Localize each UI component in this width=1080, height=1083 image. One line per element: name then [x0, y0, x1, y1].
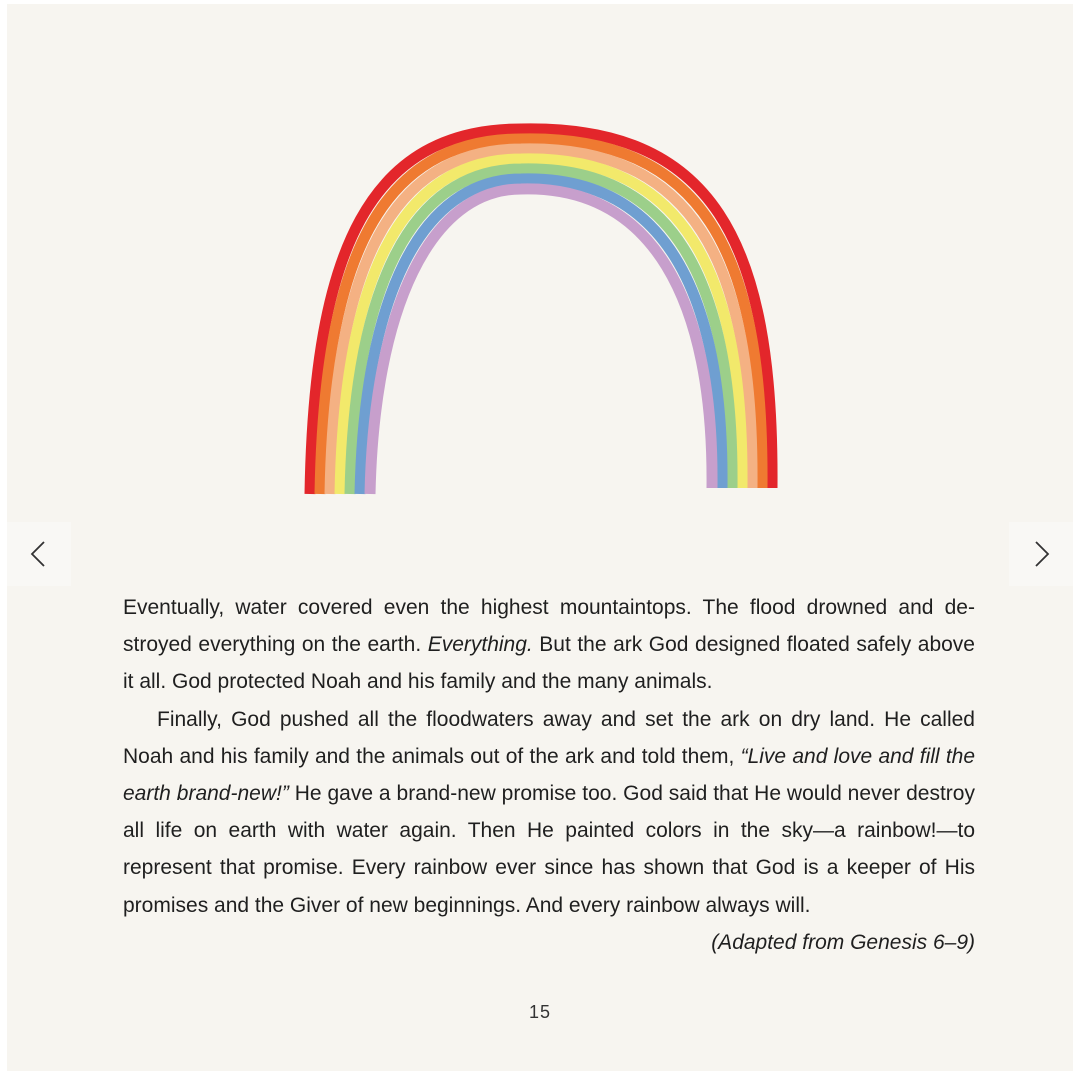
chevron-left-icon — [7, 522, 71, 586]
scripture-citation: (Adapted from Genesis 6–9) — [711, 930, 975, 954]
story-text — [123, 589, 975, 961]
page-number: 15 — [528, 1002, 552, 1022]
emphasis-everything: Everything. — [427, 633, 533, 657]
next-page-button[interactable] — [1009, 522, 1073, 586]
previous-page-button[interactable] — [7, 522, 71, 586]
chevron-right-icon — [1009, 522, 1073, 586]
paragraph-2: Finally, God pushed all the floodwaters away and set the ark on dry land. He called Noah and his family and the animals out of the ark and told them, “Live and love and fill the earth brand-new!” He gave a brand-new promise too. God said that He would never destroy all life on earth with water again. Then He painted colors in the sky—a rainbow!—to represent that promise. Every rainbow ever since has shown that God is a keeper of His promises and the Giver of new beginnings. And every rainbow always will. — [123, 707, 976, 917]
quote-live-and-love: “Live and love and fill the earth brand-new!” — [123, 744, 976, 806]
book-page — [7, 4, 1073, 1071]
rainbow-illustration — [7, 4, 1073, 524]
paragraph-1: Eventually, water covered even the highest mountaintops. The flood drowned and destroyed everything on the earth. Everything. But the ark God designed floated safely above it all. God protected Noah and his family and the many animals. — [123, 596, 975, 694]
